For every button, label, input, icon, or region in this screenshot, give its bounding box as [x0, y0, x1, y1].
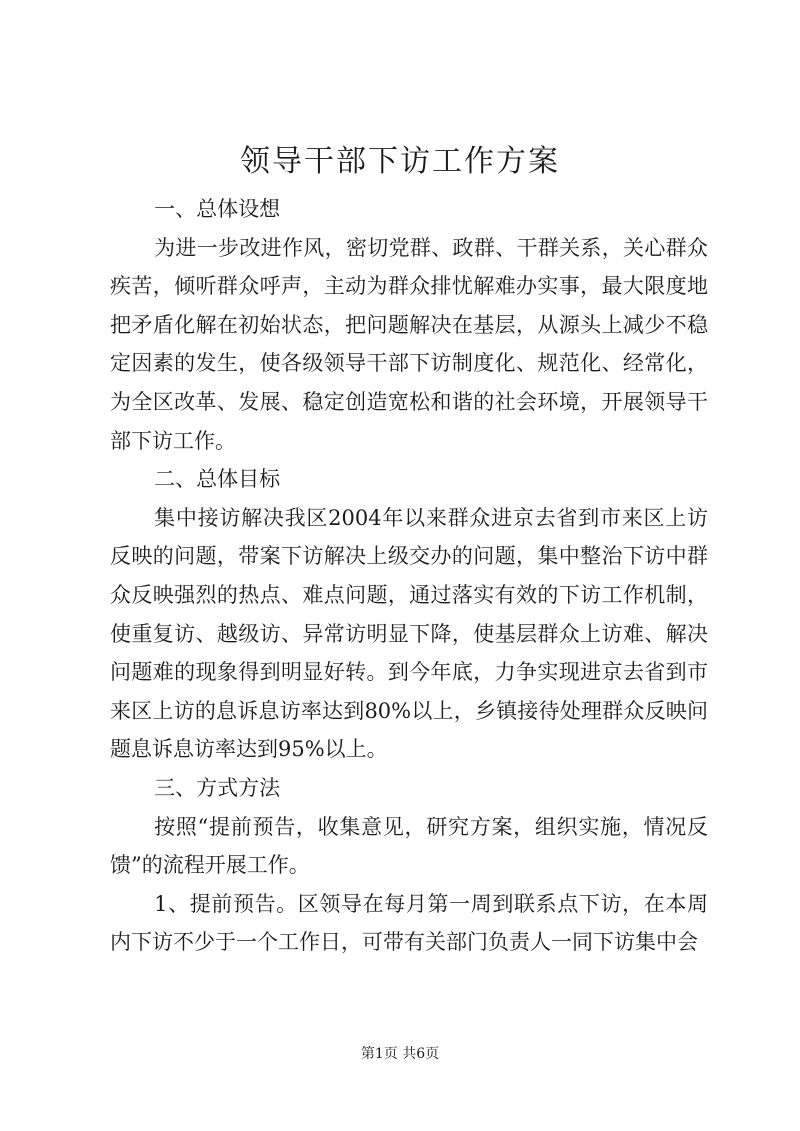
section-heading: 二、总体目标	[154, 467, 281, 492]
section-heading: 一、总体设想	[154, 197, 281, 221]
document-body	[110, 190, 708, 962]
paragraph: 集中接访解决我区2004年以来群众进京去省到市来区上访反映的问题，带案下访解决上级交办的问题，集中整治下访中群众反映强烈的热点、难点问题，通过落实有效的下访工作机制，使重复访、越级访、异常访明显下降，使基层群众上访难、解决问题难的现象得到明显好转。到今年底，力争实现进京去省到市来区上访的息诉息访率达到80%以上，乡镇接待处理群众反映问题息诉息访率达到95%以上。	[110, 505, 708, 762]
paragraph: 按照“提前预告，收集意见，研究方案，组织实施，情况反馈”的流程开展工作。	[110, 814, 708, 878]
page-footer: 第1页 共6页	[360, 1046, 440, 1062]
paragraph: 为进一步改进作风，密切党群、政群、干群关系，关心群众疾苦，倾听群众呼声，主动为群众排忧解难办实事，最大限度地把矛盾化解在初始状态，把问题解决在基层，从源头上减少不稳定因素的发生，使各级领导干部下访制度化、规范化、经常化，为全区改革、发展、稳定创造宽松和谐的社会环境，开展领导干部下访工作。	[110, 235, 708, 453]
document-title: 领导干部下访工作方案	[240, 144, 560, 179]
paragraph: 1、提前预告。区领导在每月第一周到联系点下访，在本周内下访不少于一个工作日，可带有关部门负责人一同下访集中会	[110, 891, 708, 955]
section-heading: 三、方式方法	[154, 775, 281, 800]
